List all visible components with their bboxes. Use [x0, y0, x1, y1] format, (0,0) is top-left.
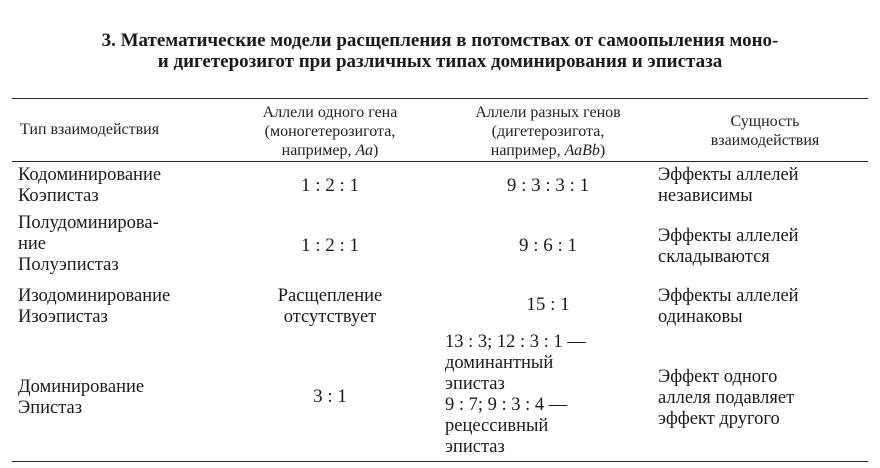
row-3-diff-genes: [443, 294, 653, 315]
row-4-essence-line: эффект другого: [658, 409, 780, 429]
header-essence-line-1: Сущность: [730, 113, 800, 130]
row-1-type: [18, 165, 233, 207]
row-2-one-gene-value: 1 : 2 : 1: [300, 235, 360, 256]
row-2-diff-genes: [443, 235, 653, 256]
header-one-gene-genotype: Аа: [355, 142, 373, 159]
row-3-diff-genes-value: 15 : 1: [526, 294, 570, 315]
header-one-gene-line-3: [230, 141, 430, 160]
header-diff-genes-example: например,: [490, 142, 565, 159]
row-2-essence-line: Эффекты аллелей: [658, 226, 799, 246]
row-2-type: [18, 213, 233, 276]
table-top-rule: [12, 98, 868, 99]
row-1-essence: [658, 165, 868, 207]
row-3-essence-line: Эффекты аллелей: [658, 286, 799, 306]
row-4-essence: [658, 367, 868, 430]
row-4-diff-genes-line: эпистаз: [445, 437, 505, 457]
header-bottom-rule: [12, 161, 868, 162]
row-3-type-line: Изоэпистаз: [18, 307, 108, 327]
row-4-type-line: Эпистаз: [18, 398, 83, 418]
row-3-essence: [658, 286, 868, 328]
header-diff-genes-line-3: [443, 141, 653, 160]
header-one-gene-line-2: (моногетерозигота,: [264, 123, 396, 140]
row-1-essence-line: Эффекты аллелей: [658, 165, 799, 185]
row-3-type-line: Изодоминирование: [18, 286, 171, 306]
row-4-diff-genes-line: рецессивный: [445, 416, 549, 436]
row-4-type: [18, 377, 233, 419]
header-diff-genes-close: ): [599, 142, 606, 159]
row-4-diff-genes-line: доминантный: [445, 353, 554, 373]
row-3-type: [18, 286, 233, 328]
header-one-gene-close: ): [373, 142, 379, 159]
row-4-essence-line: Эффект одного: [658, 367, 778, 387]
row-1-type-line: Кодоминирование: [18, 165, 162, 185]
table-title: [0, 30, 880, 72]
row-1-one-gene-value: 1 : 2 : 1: [300, 175, 360, 196]
header-essence-line-2: взаимодействия: [710, 132, 820, 149]
row-1-diff-genes-value: 9 : 3 : 3 : 1: [506, 175, 590, 196]
header-one-gene: [230, 103, 430, 160]
row-2-type-line: ние: [18, 234, 47, 254]
row-3-one-gene: [230, 286, 430, 328]
row-4-diff-genes-line: 9 : 7; 9 : 3 : 4 —: [445, 395, 568, 415]
header-essence: [665, 112, 865, 150]
row-1-one-gene: [230, 175, 430, 196]
header-type-label: Тип взаимодействия: [20, 121, 160, 138]
row-3-one-gene-line: Расщепление: [277, 286, 383, 306]
title-line-1: 3. Математические модели расщепления в потомствах от самоопыления моно-: [101, 30, 779, 51]
row-2-one-gene: [230, 235, 430, 256]
header-one-gene-line-1: Аллели одного гена: [262, 104, 398, 121]
row-4-one-gene: [230, 386, 430, 407]
row-3-one-gene-line: отсутствует: [283, 307, 377, 327]
row-4-diff-genes-line: эпистаз: [445, 374, 505, 394]
header-diff-genes-line-1: Аллели разных генов: [475, 104, 621, 121]
header-one-gene-example: например,: [281, 142, 356, 159]
row-2-essence-line: складываются: [658, 247, 770, 267]
header-diff-genes-genotype: АаВb: [564, 142, 600, 159]
header-diff-genes-line-2: (дигетерозигота,: [491, 123, 605, 140]
row-4-essence-line: аллеля подавляет: [658, 388, 795, 408]
header-diff-genes: [443, 103, 653, 160]
row-4-diff-genes-line: 13 : 3; 12 : 3 : 1 —: [445, 332, 586, 352]
row-1-essence-line: независимы: [658, 186, 753, 206]
row-4-type-line: Доминирование: [18, 377, 145, 397]
header-type: [20, 120, 220, 139]
row-1-type-line: Коэпистаз: [18, 186, 99, 206]
row-2-type-line: Полудоминирова-: [18, 213, 159, 233]
row-2-essence: [658, 226, 868, 268]
title-line-2: и дигетерозигот при различных типах доминирования и эпистаза: [157, 51, 723, 72]
row-2-type-line: Полуэпистаз: [18, 255, 119, 275]
row-3-essence-line: одинаковы: [658, 307, 743, 327]
row-2-diff-genes-value: 9 : 6 : 1: [518, 235, 578, 256]
table-bottom-rule: [12, 461, 868, 462]
row-1-diff-genes: [443, 175, 653, 196]
row-4-diff-genes: [445, 332, 660, 458]
row-4-one-gene-value: 3 : 1: [313, 386, 347, 407]
